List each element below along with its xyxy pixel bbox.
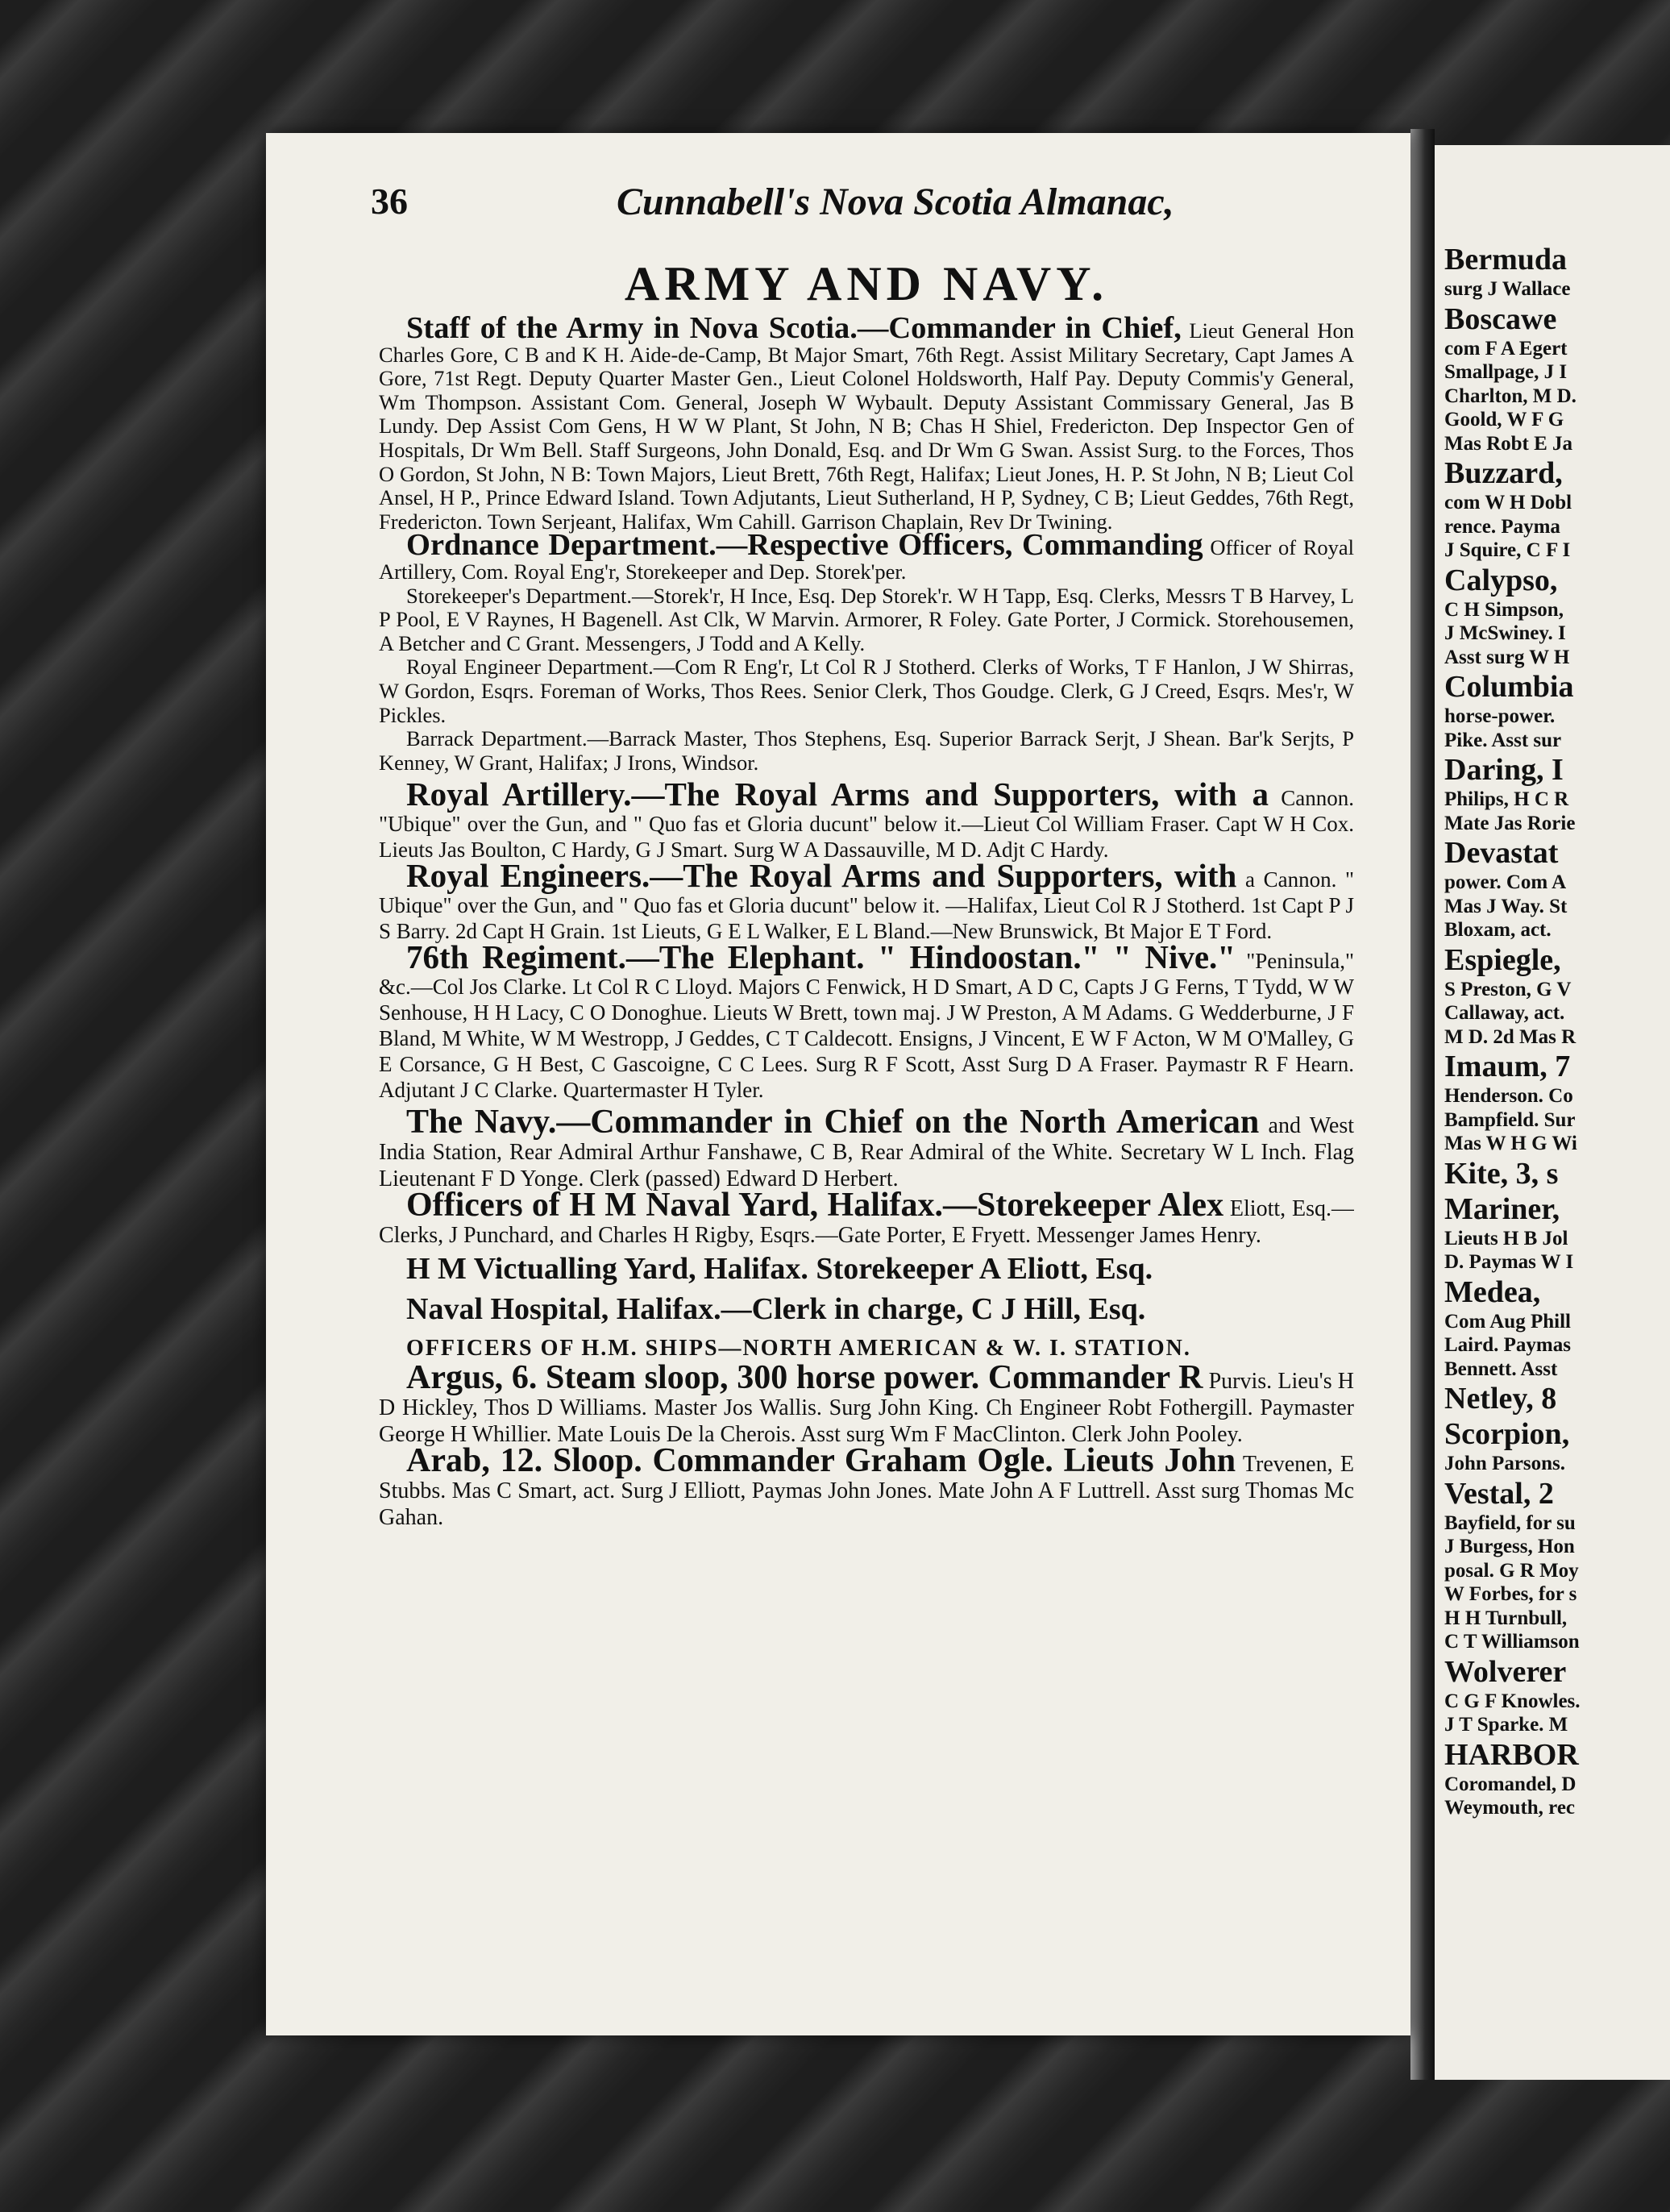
facing-page-line: posal. G R Moy xyxy=(1444,1559,1579,1582)
regiment-body: "Peninsula," &c.—Col Jos Clarke. Lt Col R C Lloyd. Majors C Fenwick, H D Smart, A D C, Capts J G Ferns, T Tydd, W W Senhouse, H H Lacy, C O Donoghue. Lieuts W Brett, town maj. J W Preston, A M Adams. G Wedderburne, J F Bland, M White, W M Westropp, J Geddes, C T Caldecott. Ensigns, J Vincent, E W F Acton, W M O'Malley, G E Corsance, G H Best, C Gascoigne, C C Lees. Surg R F Scott, Asst Surg D A Fraser. Paymastr R F Hearn. Adjutant J C Clarke. Quartermaster H Tyler. xyxy=(379,949,1354,1103)
facing-page-line: D. Paymas W I xyxy=(1444,1251,1574,1273)
regiment-entry xyxy=(379,938,1354,1103)
facing-page-line: Charlton, M D. xyxy=(1444,385,1577,407)
facing-page-line: Mas Robt E Ja xyxy=(1444,432,1573,455)
facing-page-line: John Parsons. xyxy=(1444,1453,1566,1474)
ordnance-heading: Ordnance Department.—Respective Officers, Commanding xyxy=(406,528,1203,563)
facing-page-line: S Preston, G V xyxy=(1444,978,1572,1000)
facing-page-heading: Imaum, 7 xyxy=(1444,1050,1571,1083)
facing-page-line: Laird. Paymas xyxy=(1444,1334,1571,1356)
ships-heading: OFFICERS OF H.M. SHIPS—NORTH AMERICAN & W. I. STATION. xyxy=(406,1336,1191,1362)
facing-page-line: H H Turnbull, xyxy=(1444,1607,1568,1629)
facing-page-line: C T Williamson xyxy=(1444,1631,1580,1653)
arab-heading: Arab, 12. Sloop. Commander Graham Ogle. Lieuts John xyxy=(406,1442,1236,1480)
facing-page-heading: Devastat xyxy=(1444,836,1559,870)
facing-page-heading: Bermuda xyxy=(1444,243,1567,276)
facing-page-line: Com Aug Phill xyxy=(1444,1310,1571,1333)
facing-page-line: C H Simpson, xyxy=(1444,598,1564,621)
facing-page-line: C G F Knowles. xyxy=(1444,1690,1581,1712)
arab-body: Trevenen, E Stubbs. Mas C Smart, act. Surg J Elliott, Paymas John Jones. Mate John A F Luttrell. Asst surg Thomas Mc Gahan. xyxy=(379,1452,1354,1531)
facing-page-heading: Wolverer xyxy=(1444,1654,1567,1689)
naval-yard-heading: Officers of H M Naval Yard, Halifax.—Storekeeper Alex xyxy=(406,1187,1224,1224)
engineer-department: Royal Engineer Department.—Com R Eng'r, Lt Col R J Stotherd. Clerks of Works, T F Hanlon, J W Shirras, W Gordon, Esqrs. Foreman of Works, Thos Rees. Senior Clerk, Thos Goudge. Clerk, G J Creed, Esqrs. Mes'r, W Pickles. xyxy=(379,655,1354,727)
facing-page-line: com W H Dobl xyxy=(1444,492,1572,514)
naval-hospital: Naval Hospital, Halifax.—Clerk in charge, C J Hill, Esq. xyxy=(406,1292,1146,1327)
argus-heading: Argus, 6. Steam sloop, 300 horse power. Commander R xyxy=(406,1359,1203,1397)
text-column xyxy=(379,246,1354,2019)
victualling-yard: H M Victualling Yard, Halifax. Storekeeper A Eliott, Esq. xyxy=(406,1252,1153,1287)
navy-heading: The Navy.—Commander in Chief on the North American xyxy=(406,1104,1260,1141)
facing-page xyxy=(1435,145,1670,2080)
staff-heading: Staff of the Army in Nova Scotia.—Commander in Chief, xyxy=(406,311,1182,345)
engineers-entry xyxy=(379,857,1354,944)
navy-entry xyxy=(379,1104,1354,1192)
facing-page-heading: Daring, I xyxy=(1444,753,1564,787)
facing-page-line: W Forbes, for s xyxy=(1444,1583,1577,1605)
facing-page-line: J T Sparke. M xyxy=(1444,1714,1568,1736)
facing-page-heading: Mariner, xyxy=(1444,1191,1560,1226)
regiment-heading: 76th Regiment.—The Elephant. " Hindoostan." " Nive." xyxy=(406,938,1236,976)
facing-page-line: J Squire, C F I xyxy=(1444,539,1571,561)
argus-body: Purvis. Lieu's H D Hickley, Thos D Williams. Master Jos Wallis. Surg John King. Ch Engineer Robt Fothergill. Paymaster George H Whillier. Mate Louis De la Cherois. Asst surg Wm F MacClinton. Clerk John Pooley. xyxy=(379,1369,1354,1448)
facing-page-line: Callaway, act. xyxy=(1444,1002,1565,1024)
facing-page-heading: Boscawe xyxy=(1444,301,1557,336)
page-number: 36 xyxy=(371,181,408,222)
facing-page-line: Coromandel, D xyxy=(1444,1773,1577,1795)
staff-body: Lieut General Hon Charles Gore, C B and K H. Aide-de-Camp, Bt Major Smart, 76th Regt. Assist Military Secretary, Capt James A Gore, 71st Regt. Deputy Quarter Master Gen., Lieut Colonel Holdsworth, Half Pay. Deputy Commis'y General, Wm Thompson. Assistant Com. General, Joseph W Wybault. Deputy Assistant Commissary General, Jas B Lundy. Dep Assist Com Gens, H W W Plant, St John, N B; Chas H Shiel, Fredericton. Dep Inspector Gen of Hospitals, Dr Wm Bell. Staff Surgeons, John Donald, Esq. and Dr Wm G Swan. Assist Surg. to the Forces, Thos O Gordon, St John, N B: Town Majors, Lieut Brett, 76th Regt, Halifax; Lieut Jones, H. P. St John, N B; Lieut Col Ansel, H P., Prince Edward Island. Town Adjutants, Lieut Sutherland, H P, Sydney, C B; Lieut Geddes, 76th Regt, Fredericton. Town Serjeant, Halifax, Wm Cahill. Garrison Chaplain, Rev Dr Twining. xyxy=(379,318,1354,534)
facing-page-line: Pike. Asst sur xyxy=(1444,729,1562,751)
engineers-body: a Cannon. " Ubique" over the Gun, and " Quo fas et Gloria ducunt" below it. —Halifax, Lieut Col R J Stotherd. 1st Capt P J S Barry. 2d Capt H Grain. 1st Lieuts, G E L Walker, E L Bland.—New Brunswick, Bt Major E T Ford. xyxy=(379,867,1354,944)
facing-page-text xyxy=(1444,242,1670,1820)
facing-page-line: rence. Payma xyxy=(1444,515,1560,538)
artillery-entry xyxy=(379,775,1354,863)
facing-page-line: Smallpage, J I xyxy=(1444,361,1568,383)
facing-page-line: Bloxam, act. xyxy=(1444,919,1552,941)
facing-page-line: Lieuts H B Jol xyxy=(1444,1227,1568,1249)
facing-page-heading: Netley, 8 xyxy=(1444,1382,1557,1416)
naval-yard-entry xyxy=(379,1187,1354,1249)
facing-page-line: M D. 2d Mas R xyxy=(1444,1025,1577,1048)
facing-page-heading: Espiegle, xyxy=(1444,942,1561,977)
storekeeper-department: Storekeeper's Department.—Storek'r, H Ince, Esq. Dep Storek'r. W H Tapp, Esq. Clerks, Messrs T B Harvey, L P Pool, E V Raynes, H Bagenell. Ast Clk, W Marvin. Armorer, R Foley. Gate Porter, J Cormick. Storehousemen, A Betcher and C Grant. Messengers, J Todd and A Kelly. xyxy=(379,583,1354,655)
facing-page-heading: Vestal, 2 xyxy=(1444,1476,1554,1511)
engineers-heading: Royal Engineers.—The Royal Arms and Supporters, with xyxy=(406,857,1237,895)
facing-page-heading: Calypso, xyxy=(1444,563,1558,597)
page-title: ARMY AND NAVY. xyxy=(624,257,1109,310)
facing-page-heading: Medea, xyxy=(1444,1274,1541,1309)
running-title: Cunnabell's Nova Scotia Almanac, xyxy=(617,181,1174,223)
facing-page-line: Mate Jas Rorie xyxy=(1444,812,1576,834)
facing-page-heading: HARBOR xyxy=(1444,1737,1579,1772)
facing-page-heading: Buzzard, xyxy=(1444,456,1563,490)
facing-page-line: horse-power. xyxy=(1444,705,1556,727)
facing-page-heading: Kite, 3, s xyxy=(1444,1156,1559,1191)
left-page xyxy=(266,133,1410,2035)
facing-page-line: power. Com A xyxy=(1444,871,1567,893)
facing-page-line: Henderson. Co xyxy=(1444,1085,1573,1107)
page-header xyxy=(266,180,1410,236)
book-spine xyxy=(1410,129,1435,2080)
facing-page-line: Bayfield, for su xyxy=(1444,1511,1576,1534)
barrack-department: Barrack Department.—Barrack Master, Thos Stephens, Esq. Superior Barrack Serjt, J Shean. Bar'k Serjts, P Kenney, W Grant, Halifax; J Irons, Windsor. xyxy=(379,726,1354,775)
ordnance-entry xyxy=(379,528,1354,584)
facing-page-line: surg J Wallace xyxy=(1444,278,1571,300)
artillery-heading: Royal Artillery.—The Royal Arms and Supporters, with a xyxy=(406,775,1269,813)
facing-page-line: Philips, H C R xyxy=(1444,788,1569,810)
naval-yard-body: Eliott, Esq.—Clerks, J Punchard, and Charles H Rigby, Esqrs.—Gate Porter, E Fryett. Messenger James Henry. xyxy=(379,1196,1354,1249)
facing-page-line: Bennett. Asst xyxy=(1444,1358,1558,1380)
staff-entry xyxy=(379,311,1354,534)
facing-page-heading: Scorpion, xyxy=(1444,1417,1570,1451)
ordnance-body: Officer of Royal Artillery, Com. Royal Eng'r, Storekeeper and Dep. Storek'per. xyxy=(379,535,1354,584)
facing-page-line: J Burgess, Hon xyxy=(1444,1536,1575,1557)
argus-entry xyxy=(379,1359,1354,1448)
facing-page-line: Bampfield. Sur xyxy=(1444,1108,1576,1131)
navy-body: and West India Station, Rear Admiral Arthur Fanshawe, C B, Rear Admiral of the White. Secretary W L Inch. Flag Lieutenant F D Yonge. Clerk (passed) Edward D Herbert. xyxy=(379,1113,1354,1192)
facing-page-line: Mas J Way. St xyxy=(1444,895,1568,917)
facing-page-line: Mas W H G Wi xyxy=(1444,1133,1577,1154)
facing-page-heading: Columbia xyxy=(1444,670,1574,704)
arab-entry xyxy=(379,1442,1354,1531)
facing-page-line: Asst surg W H xyxy=(1444,646,1570,668)
facing-page-line: Goold, W F G xyxy=(1444,409,1564,430)
facing-page-line: J McSwiney. I xyxy=(1444,622,1566,644)
facing-page-line: Weymouth, rec xyxy=(1444,1797,1576,1819)
artillery-body: Cannon. "Ubique" over the Gun, and " Quo fas et Gloria ducunt" below it.—Lieut Col William Fraser. Capt W H Cox. Lieuts Jas Boulton, C Hardy, G J Smart. Surg W A Dassauville, M D. Adjt C Hardy. xyxy=(379,786,1354,863)
facing-page-line: com F A Egert xyxy=(1444,337,1568,360)
